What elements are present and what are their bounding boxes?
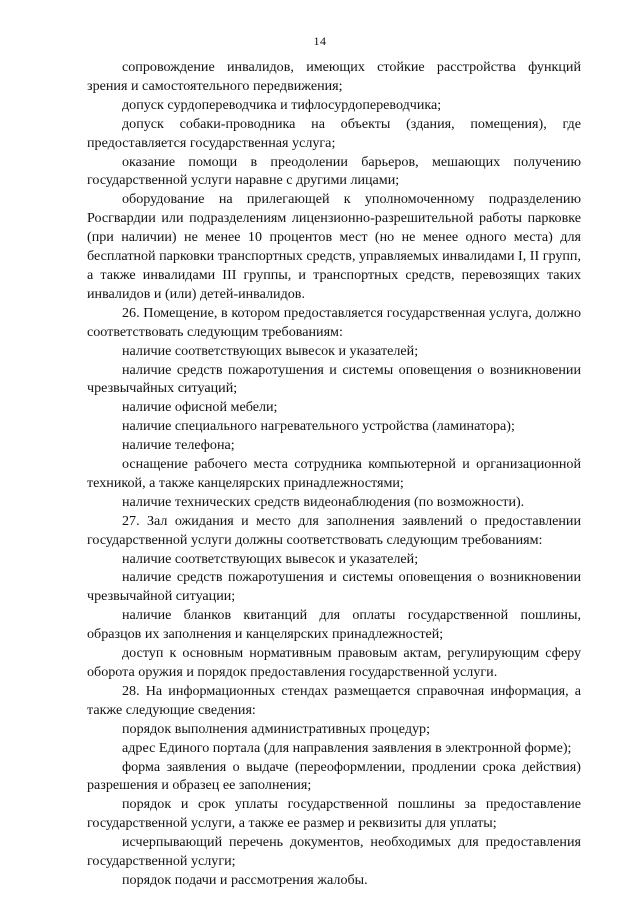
paragraph: допуск собаки-проводника на объекты (здания, помещения), где предоставляется государственная услуга; [87, 115, 581, 151]
paragraph: наличие соответствующих вывесок и указателей; [122, 342, 419, 359]
paragraph: наличие средств пожаротушения и системы оповещения о возникновении чрезвычайной ситуации; [87, 569, 581, 605]
paragraph: 26. Помещение, в котором предоставляется государственная услуга, должно соответствовать следующим требованиям: [87, 304, 581, 340]
paragraph: наличие телефона; [122, 437, 235, 454]
paragraph: оказание помощи в преодолении барьеров, мешающих получению государственной услуги наравне с другими лицами; [87, 153, 581, 189]
paragraph: наличие специального нагревательного устройства (ламинатора); [122, 418, 515, 435]
paragraph: наличие бланков квитанций для оплаты государственной пошлины, образцов их заполнения и канцелярских принадлежностей; [87, 607, 581, 643]
paragraph: наличие технических средств видеонаблюдения (по возможности). [122, 493, 525, 510]
paragraph: порядок и срок уплаты государственной пошлины за предоставление государственной услуги, а также ее размер и реквизиты для уплаты; [87, 796, 581, 832]
paragraph: наличие соответствующих вывесок и указателей; [122, 550, 419, 567]
paragraph: доступ к основным нормативным правовым актам, регулирующим сферу оборота оружия и порядок предоставления государственной услуги. [87, 645, 581, 680]
paragraph: наличие средств пожаротушения и системы оповещения о возникновении чрезвычайных ситуаций; [87, 361, 581, 397]
paragraph: форма заявления о выдаче (переоформлении, продлении срока действия) разрешения и образец ее заполнения; [87, 758, 581, 794]
page-number: 14 [313, 34, 327, 48]
paragraph: 28. На информационных стендах размещается справочная информация, а также следующие сведения: [87, 682, 581, 718]
paragraph: наличие офисной мебели; [122, 399, 278, 416]
paragraph: сопровождение инвалидов, имеющих стойкие расстройства функций зрения и самостоятельного передвижения; [87, 59, 581, 94]
paragraph: адрес Единого портала (для направления заявления в электронной форме); [122, 739, 572, 756]
paragraph: 27. Зал ожидания и место для заполнения заявлений о предоставлении государственной услуги должны соответствовать следующим требованиям: [87, 512, 581, 548]
paragraph: допуск сурдопереводчика и тифлосурдопереводчика; [122, 96, 442, 113]
paragraph: порядок подачи и рассмотрения жалобы. [122, 871, 368, 888]
document-body [87, 58, 581, 890]
paragraph: оборудование на прилегающей к уполномоченному подразделению Росгвардии или подразделениям лицензионно-разрешительной работы парковке (при наличии) не менее 10 процентов мест (но не менее одного места) для бесплатной парковки транспортных средств, управляемых инвалидами I, II групп, а также инвалидами III группы, и транспортных средств, перевозящих таких инвалидов и (или) детей-инвалидов. [87, 191, 581, 302]
paragraph: исчерпывающий перечень документов, необходимых для предоставления государственной услуги; [87, 834, 581, 870]
paragraph: оснащение рабочего места сотрудника компьютерной и организационной техникой, а также канцелярских принадлежностями; [87, 456, 581, 491]
paragraph: порядок выполнения административных процедур; [122, 720, 431, 737]
